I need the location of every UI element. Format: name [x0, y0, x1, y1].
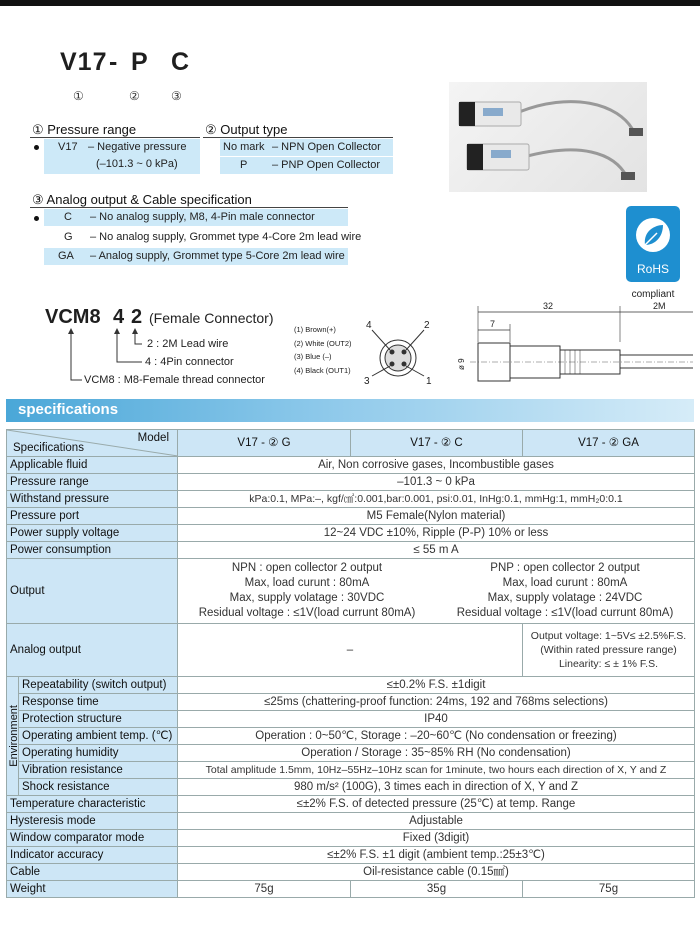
connector-face-drawing [358, 318, 438, 390]
row-port [7, 508, 695, 525]
row-fluid [7, 457, 695, 474]
value-consumption: ≤ 55 m A [178, 542, 695, 559]
value-withstand: kPa:0.1, MPa:–, kgf/㎠:0.001,bar:0.001, psi:0.01, InHg:0.1, mmHg:1, mmH₂0:0.1 [178, 491, 695, 508]
analog-row-3 [44, 248, 348, 265]
analog-bullet [34, 216, 39, 221]
output-desc-1: – NPN Open Collector [272, 141, 381, 153]
label-analog: Analog output [7, 624, 178, 677]
row-hysteresis [7, 813, 695, 830]
output-row-2 [220, 157, 393, 174]
model-num-3: ③ [171, 89, 182, 103]
pin-num-2: 2 [424, 320, 430, 331]
row-protection [7, 711, 695, 728]
label-voltage: Power supply voltage [7, 525, 178, 542]
pnp-line-4: Residual voltage : ≤1V(load currunt 80mA) [456, 607, 674, 619]
col-c: V17 - ② C [351, 430, 523, 457]
pressure-range-box [44, 139, 200, 174]
output-type-underline [203, 137, 393, 138]
value-fluid: Air, Non corrosive gases, Incombustible gases [178, 457, 695, 474]
value-port: M5 Female(Nylon material) [178, 508, 695, 525]
pin-2: (2) White (OUT2) [294, 338, 352, 348]
connector-code-1: VCM8 [45, 306, 101, 328]
row-consumption [7, 542, 695, 559]
row-range [7, 474, 695, 491]
label-vibration: Vibration resistance [19, 762, 178, 779]
value-vibration: Total amplitude 1.5mm, 10Hz–55Hz–10Hz scan for 1minute, two hours each direction of X, Y and Z [178, 762, 695, 779]
pin-legend [294, 323, 352, 377]
row-response [7, 694, 695, 711]
value-temp: Operation : 0~50℃, Storage : –20~60℃ (No condensation or freezing) [178, 728, 695, 745]
label-withstand: Withstand pressure [7, 491, 178, 508]
row-withstand [7, 491, 695, 508]
row-humidity [7, 745, 695, 762]
npn-line-2: Max, load curunt : 80mA [244, 577, 370, 589]
cable-dimension-drawing [450, 300, 695, 395]
label-shock: Shock resistance [19, 779, 178, 796]
value-weight-g: 75g [178, 881, 351, 898]
pressure-range-underline [30, 137, 200, 138]
connector-note-1: 2 : 2M Lead wire [147, 338, 229, 350]
row-temp [7, 728, 695, 745]
rohs-label: RoHS [636, 262, 670, 276]
row-cable [7, 864, 695, 881]
row-repeat [7, 677, 695, 694]
product-photo [449, 82, 647, 192]
label-humidity: Operating humidity [19, 745, 178, 762]
analog-row-2 [44, 229, 362, 246]
output-pnp [436, 561, 694, 621]
output-npn [178, 561, 436, 621]
analog-desc-1: – No analog supply, M8, 4-Pin male connector [90, 211, 315, 223]
model-part-3: C [171, 48, 191, 76]
rohs-logo [625, 205, 681, 303]
connector-suffix: (Female Connector) [149, 310, 274, 326]
analog-ga-2: (Within rated pressure range) [540, 644, 677, 656]
value-tempchar: ≤±2% F.S. of detected pressure (25℃) at temp. Range [178, 796, 695, 813]
label-output: Output [7, 559, 178, 624]
label-weight: Weight [7, 881, 178, 898]
npn-line-1: NPN : open collector 2 output [231, 562, 383, 574]
value-range: –101.3 ~ 0 kPa [178, 474, 695, 491]
pin-num-1: 1 [426, 376, 432, 387]
output-row-1 [220, 139, 393, 156]
specifications-title: specifications [18, 401, 119, 418]
model-part-1: V17 [60, 48, 108, 76]
output-code-1: No mark [223, 141, 265, 153]
analog-desc-3: – Analog supply, Grommet type 5-Core 2m lead wire [90, 250, 345, 262]
model-dash: - [109, 48, 119, 76]
spec-table [6, 429, 695, 898]
value-humidity: Operation / Storage : 35~85% RH (No condensation) [178, 745, 695, 762]
dim-32: 32 [543, 301, 554, 311]
analog-row-1 [44, 209, 348, 226]
analog-ga-1: Output voltage: 1~5V≤ ±2.5%F.S. [530, 630, 687, 642]
value-response: ≤25ms (chattering-proof function: 24ms, 192 and 768ms selections) [178, 694, 695, 711]
connector-note-3: VCM8 : M8-Female thread connector [84, 374, 265, 386]
row-vibration [7, 762, 695, 779]
value-voltage: 12~24 VDC ±10%, Ripple (P-P) 10% or less [178, 525, 695, 542]
label-port: Pressure port [7, 508, 178, 525]
analog-ga-3: Linearity: ≤ ± 1% F.S. [558, 658, 659, 670]
value-analog-dash: – [178, 624, 523, 677]
pin-num-4: 4 [366, 320, 372, 331]
value-weight-c: 35g [351, 881, 523, 898]
row-accuracy [7, 847, 695, 864]
output-type-title: ② Output type [205, 122, 288, 137]
value-protection: IP40 [178, 711, 695, 728]
value-analog-ga [523, 624, 695, 677]
pressure-range-value: (–101.3 ~ 0 kPa) [96, 158, 178, 170]
label-accuracy: Indicator accuracy [7, 847, 178, 864]
dim-7: 7 [490, 319, 496, 329]
analog-code-2: G [64, 231, 73, 243]
model-part-2: P [131, 48, 149, 76]
pressure-desc: – Negative pressure [88, 141, 187, 153]
col-g: V17 - ② G [178, 430, 351, 457]
label-range: Pressure range [7, 474, 178, 491]
value-shock: 980 m/s² (100G), 3 times each in direction of X, Y and Z [178, 779, 695, 796]
output-code-2: P [240, 159, 248, 171]
spec-header-row [7, 430, 695, 457]
analog-title: ③ Analog output & Cable specification [32, 192, 252, 207]
label-tempchar: Temperature characteristic [7, 796, 178, 813]
value-weight-ga: 75g [523, 881, 695, 898]
col-ga: V17 - ② GA [523, 430, 695, 457]
specifications-banner [6, 399, 694, 422]
analog-code-3: GA [58, 250, 74, 262]
row-tempchar [7, 796, 695, 813]
pressure-range-title: ① Pressure range [32, 122, 137, 137]
pin-4: (4) Black (OUT1) [294, 365, 351, 375]
pressure-code: V17 [58, 141, 78, 153]
label-repeat: Repeatability (switch output) [19, 677, 178, 694]
value-accuracy: ≤±2% F.S. ±1 digit (ambient temp.:25±3℃) [178, 847, 695, 864]
row-analog [7, 624, 695, 677]
pnp-line-1: PNP : open collector 2 output [490, 562, 640, 574]
analog-desc-2: – No analog supply, Grommet type 4-Core 2m lead wire [90, 231, 362, 243]
label-cable: Cable [7, 864, 178, 881]
connector-code-2: 4 [113, 306, 125, 328]
dim-2m: 2M [653, 301, 666, 311]
label-protection: Protection structure [19, 711, 178, 728]
value-cable: Oil-resistance cable (0.15㎟) [178, 864, 695, 881]
row-window [7, 830, 695, 847]
model-num-1: ① [73, 89, 84, 103]
dim-dia: ø 9 [457, 358, 466, 370]
analog-underline [30, 207, 348, 208]
pnp-line-2: Max, load curunt : 80mA [502, 577, 628, 589]
header-model: Model [137, 432, 169, 444]
pnp-line-3: Max, supply volatage : 24VDC [487, 592, 643, 604]
connector-note-2: 4 : 4Pin connector [145, 356, 234, 368]
row-shock [7, 779, 695, 796]
label-response: Response time [19, 694, 178, 711]
npn-line-3: Max, supply volatage : 30VDC [229, 592, 385, 604]
header-specs: Specifications [13, 442, 84, 454]
label-hysteresis: Hysteresis mode [7, 813, 178, 830]
pressure-bullet [34, 145, 39, 150]
pin-num-3: 3 [364, 376, 370, 387]
rohs-sub: compliant [631, 289, 675, 300]
pin-1: (1) Brown(+) [294, 325, 336, 334]
connector-code-3: 2 [131, 306, 143, 328]
environment-label: Environment [8, 705, 20, 767]
npn-line-4: Residual voltage : ≤1V(load currunt 80mA) [198, 607, 416, 619]
label-consumption: Power consumption [7, 542, 178, 559]
environment-header [7, 677, 19, 796]
row-voltage [7, 525, 695, 542]
label-fluid: Applicable fluid [7, 457, 178, 474]
label-temp: Operating ambient temp. (℃) [19, 728, 178, 745]
pin-3: (3) Blue (–) [294, 352, 332, 361]
value-output [178, 559, 695, 624]
output-desc-2: – PNP Open Collector [272, 159, 381, 171]
value-window: Fixed (3digit) [178, 830, 695, 847]
value-repeat: ≤±0.2% F.S. ±1digit [178, 677, 695, 694]
spec-header-diagonal [7, 430, 178, 457]
label-window: Window comparator mode [7, 830, 178, 847]
analog-code-1: C [64, 211, 72, 223]
top-bar [0, 0, 700, 6]
value-hysteresis: Adjustable [178, 813, 695, 830]
model-num-2: ② [129, 89, 140, 103]
row-output [7, 559, 695, 624]
row-weight [7, 881, 695, 898]
